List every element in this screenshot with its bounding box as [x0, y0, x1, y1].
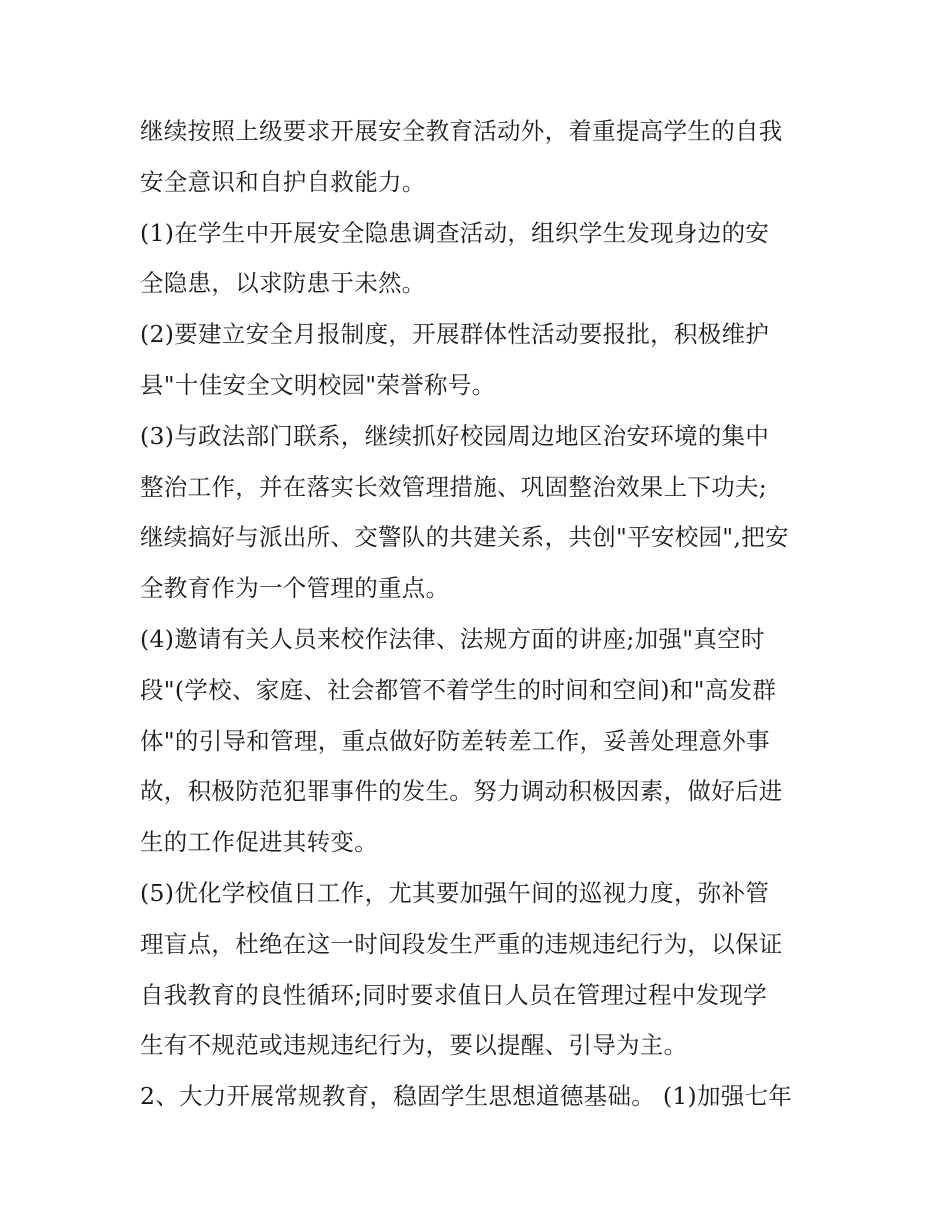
text-line: 安全意识和自护自救能力。 [140, 167, 426, 196]
text-line: 生有不规范或违规违纪行为，要以提醒、引导为主。 [140, 1031, 688, 1060]
text-line: (4)邀请有关人员来校作法律、法规方面的讲座;加强"真空时 [140, 624, 765, 653]
text-line: 生的工作促进其转变。 [140, 828, 378, 857]
text-line: (2)要建立安全月报制度，开展群体性活动要报批，积极维护 [140, 320, 770, 349]
text-line: 故，积极防范犯罪事件的发生。努力调动积极因素，做好后进 [140, 777, 783, 806]
text-line: 整治工作，并在落实长效管理措施、巩固整治效果上下功夫; [140, 472, 768, 501]
text-line: 继续搞好与派出所、交警队的共建关系，共创"平安校园",把安 [140, 523, 789, 552]
text-line: 全隐患，以求防患于未然。 [140, 269, 426, 298]
text-line: 自我教育的良性循环;同时要求值日人员在管理过程中发现学 [140, 980, 768, 1009]
text-line: 全教育作为一个管理的重点。 [140, 574, 450, 603]
text-line: (3)与政法部门联系，继续抓好校园周边地区治安环境的集中 [140, 421, 770, 450]
text-line: 段"(学校、家庭、社会都管不着学生的时间和空间)和"高发群 [140, 675, 777, 704]
text-line: 理盲点，杜绝在这一时间段发生严重的违规违纪行为，以保证 [140, 929, 783, 958]
text-line: 县"十佳安全文明校园"荣誉称号。 [140, 370, 496, 399]
text-line: 体"的引导和管理，重点做好防差转差工作，妥善处理意外事 [140, 726, 770, 755]
text-line: 2、大力开展常规教育，稳固学生思想道德基础。 (1)加强七年 [140, 1082, 793, 1111]
document-body [140, 106, 820, 1122]
text-line: 继续按照上级要求开展安全教育活动外，着重提高学生的自我 [140, 117, 783, 145]
text-line: (5)优化学校值日工作，尤其要加强午间的巡视力度，弥补管 [140, 878, 770, 907]
text-line: (1)在学生中开展安全隐患调查活动，组织学生发现身边的安 [140, 218, 770, 247]
